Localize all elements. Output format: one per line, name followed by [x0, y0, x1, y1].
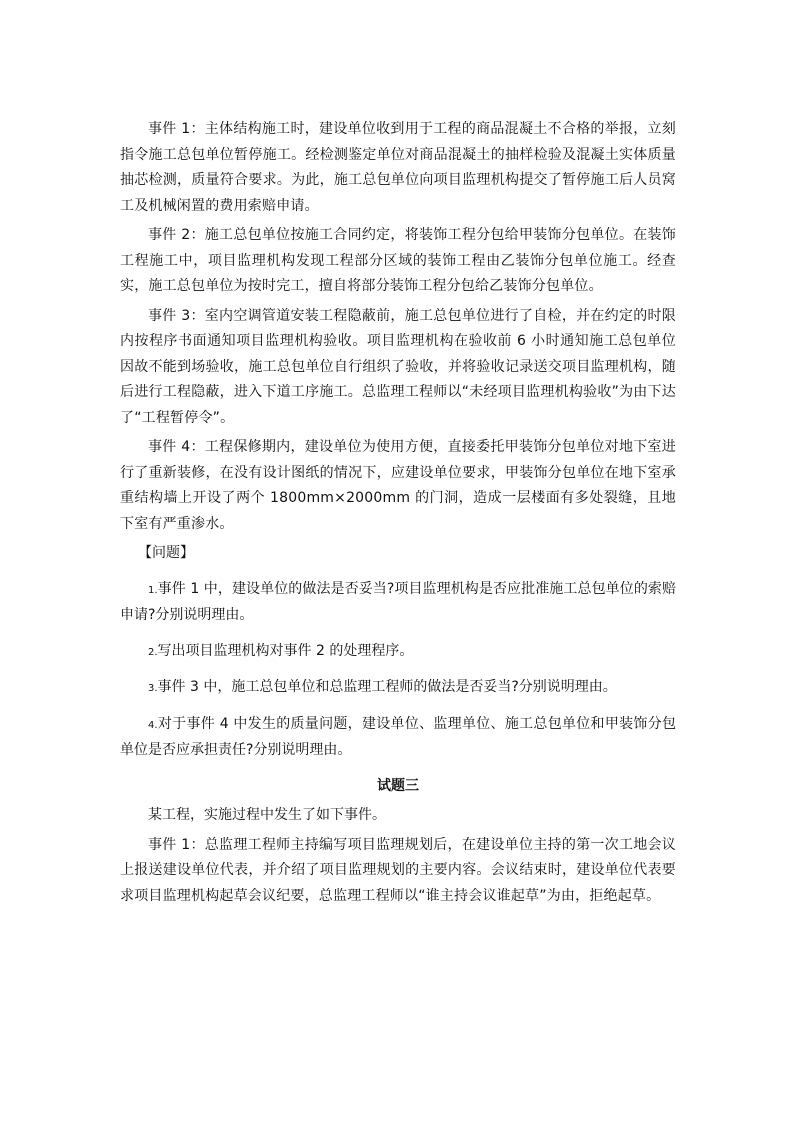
question-item: [120, 712, 676, 764]
question-text: 事件 1 中，建设单位的做法是否妥当?项目监理机构是否应批准施工总包单位的索赔申请?分别说明理由。: [120, 580, 676, 623]
section-title: 试题三: [377, 777, 419, 794]
questions-heading: 【问题】: [138, 545, 194, 561]
question-text: 对于事件 4 中发生的质量问题，建设单位、监理单位、施工总包单位和甲装饰分包单位是否应承担责任?分别说明理由。: [120, 715, 676, 758]
question-number: 2.: [148, 646, 158, 658]
question-item: [120, 577, 676, 629]
event-2-paragraph: 事件 2：施工总包单位按施工合同约定，将装饰工程分包给甲装饰分包单位。在装饰工程施工中，项目监理机构发现工程部分区域的装饰工程由乙装饰分包单位施工。经查实，施工总包单位为按时完工，擅自将部分装饰工程分包给乙装饰分包单位。: [120, 227, 676, 294]
question-text: 事件 3 中，施工总包单位和总监理工程师的做法是否妥当?分别说明理由。: [157, 679, 617, 695]
question-number: 4.: [148, 719, 158, 731]
section3-event-1-paragraph: 事件 1：总监理工程师主持编写项目监理规划后，在建设单位主持的第一次工地会议上报送建设单位代表，并介绍了项目监理规划的主要内容。会议结束时，建设单位代表要求项目监理机构起草会议纪要，总监理工程师以“谁主持会议谁起草”为由，拒绝起草。: [120, 836, 676, 904]
document-body: [120, 117, 676, 909]
event-3-paragraph: 事件 3：室内空调管道安装工程隐蔽前，施工总包单位进行了自检，并在约定的时限内按程序书面通知项目监理机构验收。项目监理机构在验收前 6 小时通知施工总包单位因故不能到场验收，施工总包单位自行组织了验收，并将验收记录送交项目监理机构，随后进行工程隐蔽，进入下道工序施工。总监理工程师以“未经项目监理机构验收”为由下达了“工程暂停令”。: [120, 307, 676, 426]
event-4-paragraph: 事件 4：工程保修期内，建设单位为使用方便，直接委托甲装饰分包单位对地下室进行了重新装修，在没有设计图纸的情况下，应建设单位要求，甲装饰分包单位在地下室承重结构墙上开设了两个 1800mm×2000mm 的门洞，造成一层楼面有多处裂缝，且地下室有严重渗水。: [120, 439, 676, 532]
section-intro: 某工程，实施过程中发生了如下事件。: [148, 807, 386, 823]
question-item: [120, 675, 676, 702]
question-text: 写出项目监理机构对事件 2 的处理程序。: [157, 642, 414, 659]
event-1-paragraph: 事件 1：主体结构施工时，建设单位收到用于工程的商品混凝土不合格的举报，立刻指令施工总包单位暂停施工。经检测鉴定单位对商品混凝土的抽样检验及混凝土实体质量抽芯检测，质量符合要求。为此，施工总包单位向项目监理机构提交了暂停施工后人员窝工及机械闲置的费用索赔申请。: [120, 121, 676, 214]
question-number: 1.: [148, 584, 158, 596]
question-number: 3.: [148, 683, 158, 694]
question-item: [120, 639, 676, 666]
